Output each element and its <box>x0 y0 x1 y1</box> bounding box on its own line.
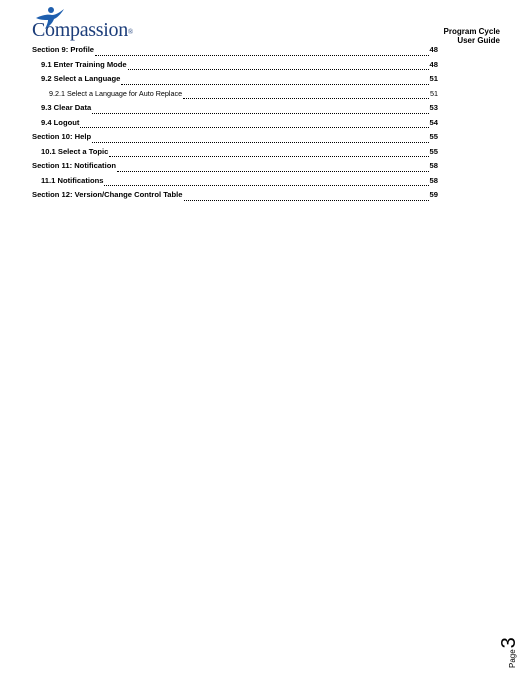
toc-entry-page: 58 <box>429 161 438 170</box>
toc-leader-dots <box>117 170 429 172</box>
page-number-value: 3 <box>498 637 520 649</box>
toc-entry-label: 9.1 Enter Training Mode <box>41 59 127 69</box>
toc-entry[interactable] <box>32 176 438 191</box>
toc-leader-dots <box>128 68 429 70</box>
document-title-line2: User Guide <box>457 36 500 45</box>
toc-entry-label: 10.1 Select a Topic <box>41 146 109 156</box>
toc-entry-page: 48 <box>429 45 438 54</box>
table-of-contents <box>32 45 438 205</box>
toc-leader-dots <box>183 97 429 99</box>
page-word: Page <box>508 649 517 668</box>
document-title <box>444 27 500 45</box>
toc-entry[interactable] <box>32 74 438 89</box>
toc-leader-dots <box>92 112 428 114</box>
toc-leader-dots <box>92 141 428 143</box>
toc-entry[interactable] <box>32 190 438 205</box>
document-title-line1: Program Cycle <box>443 27 500 36</box>
toc-entry-page: 59 <box>429 190 438 199</box>
toc-leader-dots <box>184 199 429 201</box>
toc-entry-label: Section 11: Notification <box>32 161 116 170</box>
toc-leader-dots <box>95 54 429 56</box>
toc-entry-page: 55 <box>429 146 438 156</box>
toc-leader-dots <box>109 155 428 157</box>
toc-entry-page: 48 <box>429 59 438 69</box>
toc-entry-page: 51 <box>430 88 438 98</box>
toc-entry-label: Section 12: Version/Change Control Table <box>32 190 183 199</box>
toc-entry[interactable] <box>32 60 438 75</box>
logo-wordmark: Compassion® <box>32 19 133 41</box>
compassion-logo <box>30 6 140 40</box>
toc-entry-page: 51 <box>429 74 438 83</box>
toc-entry-label: 9.4 Logout <box>41 117 80 127</box>
toc-entry[interactable] <box>32 147 438 162</box>
toc-entry-label: 9.2.1 Select a Language for Auto Replace <box>49 88 183 98</box>
toc-entry-label: Section 9: Profile <box>32 45 95 54</box>
page-number <box>498 618 528 668</box>
toc-entry[interactable] <box>32 103 438 118</box>
toc-leader-dots <box>121 83 428 85</box>
toc-entry-label: 11.1 Notifications <box>41 175 104 185</box>
toc-leader-dots <box>104 184 428 186</box>
toc-entry[interactable] <box>32 161 438 176</box>
toc-leader-dots <box>80 126 428 128</box>
toc-entry[interactable] <box>32 118 438 133</box>
toc-entry-page: 58 <box>429 175 438 185</box>
toc-entry-page: 55 <box>429 132 438 141</box>
toc-entry-page: 53 <box>429 103 438 112</box>
toc-entry-label: 9.2 Select a Language <box>41 74 121 83</box>
toc-entry-label: Section 10: Help <box>32 132 92 141</box>
toc-entry-page: 54 <box>429 117 438 127</box>
toc-entry-label: 9.3 Clear Data <box>41 103 92 112</box>
toc-entry[interactable] <box>32 45 438 60</box>
toc-entry[interactable] <box>32 89 438 104</box>
toc-entry[interactable] <box>32 132 438 147</box>
